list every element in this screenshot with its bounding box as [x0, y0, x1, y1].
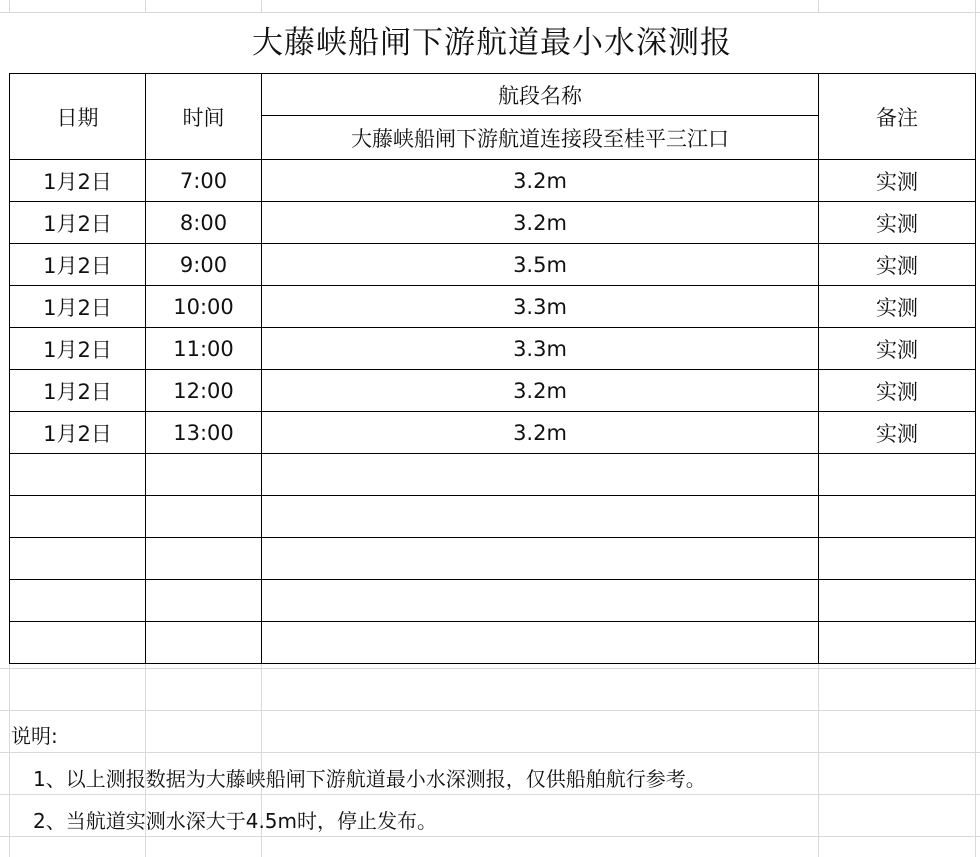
cell-depth[interactable]: 3.3m [262, 328, 819, 370]
header-segment[interactable]: 大藤峡船闸下游航道连接段至桂平三江口 [262, 116, 819, 160]
empty-cell[interactable] [819, 496, 976, 538]
cell-date[interactable]: 1月2日 [10, 328, 146, 370]
page-title[interactable]: 大藤峡船闸下游航道最小水深测报 [9, 13, 975, 73]
cell-remark[interactable]: 实测 [819, 328, 976, 370]
cell-remark[interactable]: 实测 [819, 244, 976, 286]
cell-depth[interactable]: 3.2m [262, 412, 819, 454]
grid-line [0, 752, 980, 753]
cell-time[interactable]: 7:00 [146, 160, 262, 202]
cell-date[interactable]: 1月2日 [10, 412, 146, 454]
empty-cell[interactable] [146, 496, 262, 538]
cell-depth[interactable]: 3.2m [262, 202, 819, 244]
empty-cell[interactable] [819, 454, 976, 496]
header-time[interactable]: 时间 [146, 74, 262, 160]
empty-table-row [10, 580, 976, 622]
empty-table-row [10, 538, 976, 580]
empty-cell[interactable] [10, 622, 146, 664]
empty-table-row [10, 622, 976, 664]
cell-time[interactable]: 13:00 [146, 412, 262, 454]
cell-date[interactable]: 1月2日 [10, 370, 146, 412]
cell-remark[interactable]: 实测 [819, 286, 976, 328]
note-item[interactable]: 2、当航道实测水深大于4.5m时，停止发布。 [33, 809, 438, 833]
empty-cell[interactable] [819, 622, 976, 664]
grid-line [0, 710, 980, 711]
table-row [10, 286, 976, 328]
empty-cell[interactable] [262, 538, 819, 580]
cell-depth[interactable]: 3.5m [262, 244, 819, 286]
notes-label[interactable]: 说明: [11, 724, 58, 748]
cell-time[interactable]: 8:00 [146, 202, 262, 244]
table-row [10, 244, 976, 286]
empty-cell[interactable] [262, 496, 819, 538]
cell-depth[interactable]: 3.3m [262, 286, 819, 328]
table-row [10, 412, 976, 454]
cell-date[interactable]: 1月2日 [10, 244, 146, 286]
table-row [10, 328, 976, 370]
empty-cell[interactable] [819, 580, 976, 622]
empty-cell[interactable] [146, 622, 262, 664]
empty-cell[interactable] [10, 580, 146, 622]
empty-cell[interactable] [262, 622, 819, 664]
grid-line [0, 794, 980, 795]
cell-time[interactable]: 11:00 [146, 328, 262, 370]
depth-report-table [9, 73, 976, 664]
empty-table-row [10, 454, 976, 496]
empty-cell[interactable] [10, 496, 146, 538]
cell-date[interactable]: 1月2日 [10, 160, 146, 202]
grid-line [0, 668, 980, 669]
note-item[interactable]: 1、以上测报数据为大藤峡船闸下游航道最小水深测报，仅供船舶航行参考。 [33, 767, 706, 791]
grid-line [0, 836, 980, 837]
empty-cell[interactable] [262, 580, 819, 622]
empty-cell[interactable] [819, 538, 976, 580]
table-row [10, 202, 976, 244]
empty-cell[interactable] [146, 580, 262, 622]
empty-table-row [10, 496, 976, 538]
header-segment-group[interactable]: 航段名称 [262, 74, 819, 116]
cell-date[interactable]: 1月2日 [10, 202, 146, 244]
cell-remark[interactable]: 实测 [819, 412, 976, 454]
cell-time[interactable]: 9:00 [146, 244, 262, 286]
cell-depth[interactable]: 3.2m [262, 370, 819, 412]
empty-cell[interactable] [146, 454, 262, 496]
cell-time[interactable]: 10:00 [146, 286, 262, 328]
empty-cell[interactable] [146, 538, 262, 580]
empty-cell[interactable] [10, 454, 146, 496]
cell-remark[interactable]: 实测 [819, 202, 976, 244]
empty-cell[interactable] [10, 538, 146, 580]
table-header-row [10, 74, 976, 116]
cell-time[interactable]: 12:00 [146, 370, 262, 412]
cell-remark[interactable]: 实测 [819, 160, 976, 202]
cell-depth[interactable]: 3.2m [262, 160, 819, 202]
cell-date[interactable]: 1月2日 [10, 286, 146, 328]
cell-remark[interactable]: 实测 [819, 370, 976, 412]
table-row [10, 160, 976, 202]
header-remark[interactable]: 备注 [819, 74, 976, 160]
table-row [10, 370, 976, 412]
header-date[interactable]: 日期 [10, 74, 146, 160]
empty-cell[interactable] [262, 454, 819, 496]
